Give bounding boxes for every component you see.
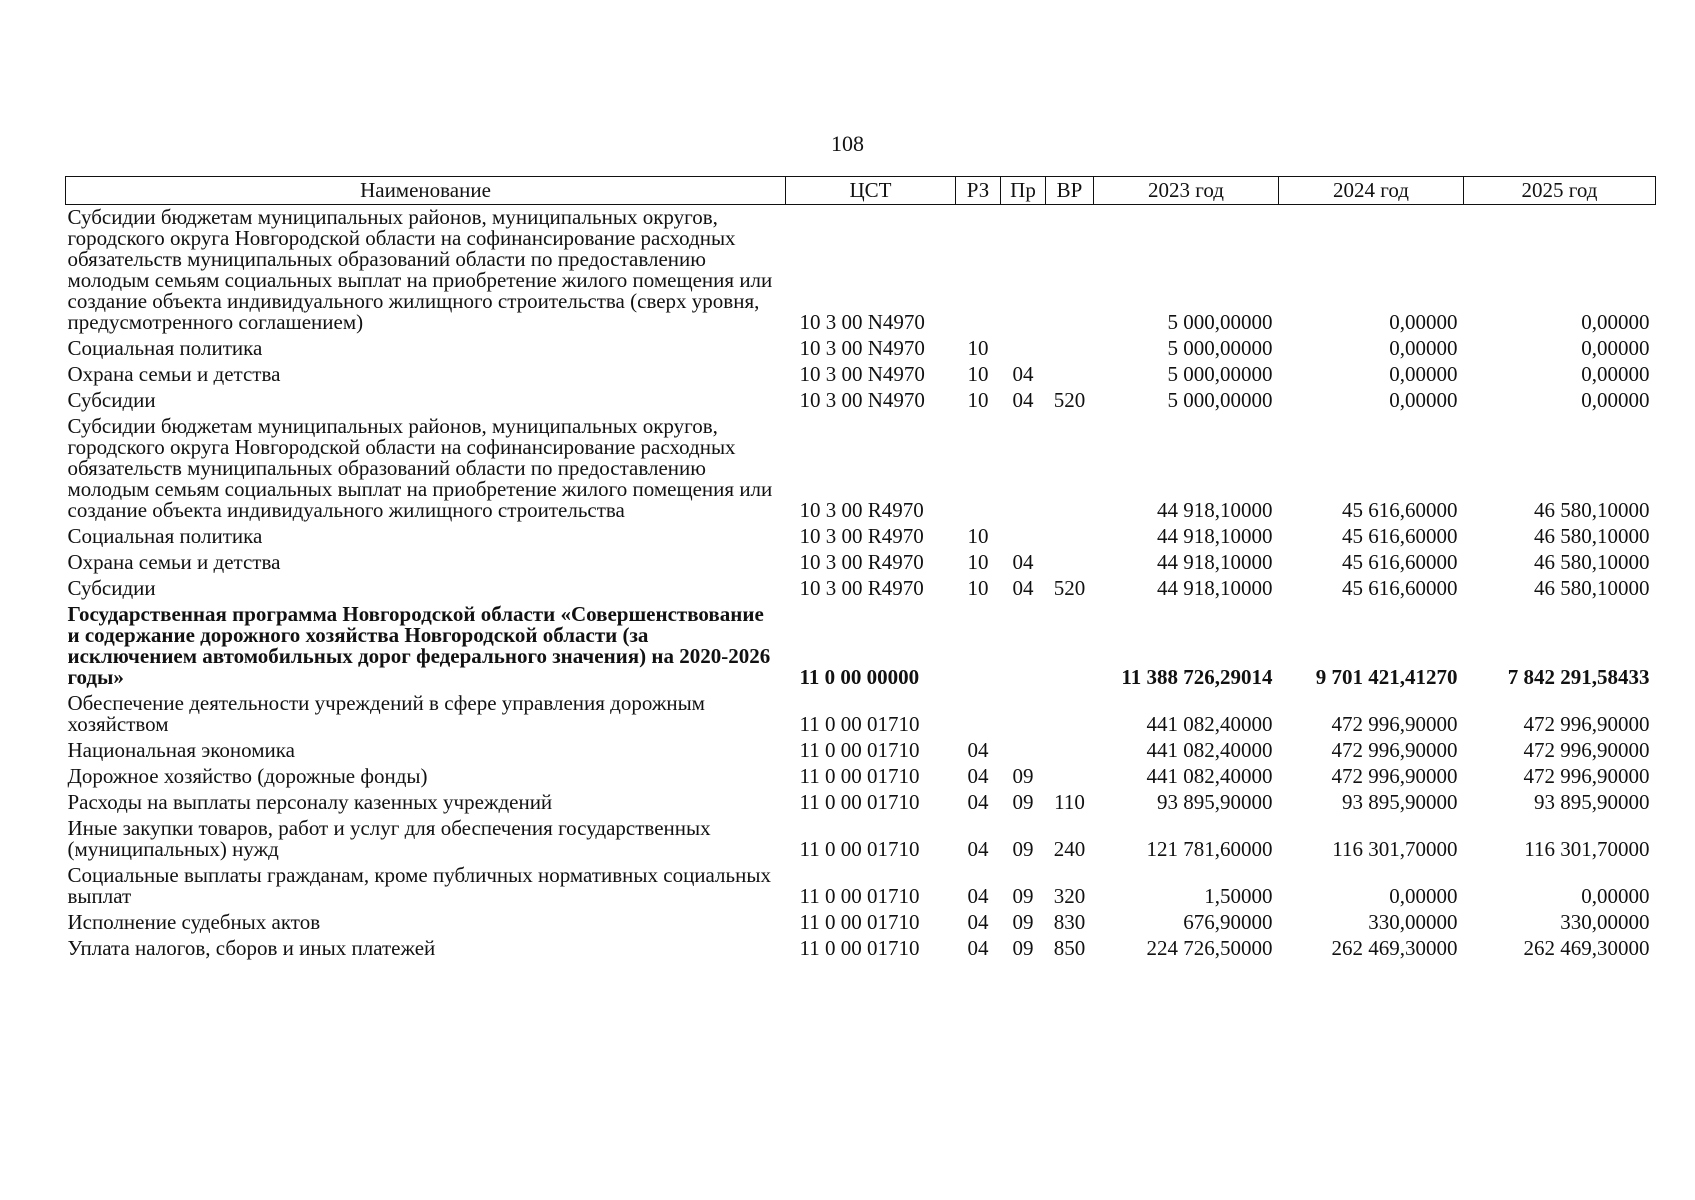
- cell-vr: [1046, 205, 1094, 337]
- cell-2023: 224 726,50000: [1146, 936, 1273, 960]
- cell-2025: 46 580,10000: [1534, 550, 1650, 574]
- cell-rz: 04: [967, 884, 989, 908]
- cell-2023: 44 918,10000: [1157, 576, 1273, 600]
- cell-cst: 10 3 00 R4970: [799, 576, 924, 600]
- cell-2024: 45 616,60000: [1342, 498, 1458, 522]
- cell-pr: 04: [1012, 388, 1034, 412]
- cell-cst: 11 0 00 01710: [799, 790, 920, 814]
- table-row: [66, 764, 1656, 790]
- cell-2023: 441 082,40000: [1146, 712, 1273, 736]
- cell-name: Субсидии бюджетам муниципальных районов, муниципальных округов, городского округа Новгородской области на софинансирование расходных обязательств муниципальных образований области по предоставлению молодым семьям социальных выплат на приобретение жилого помещения или создание объекта индивидуального жилищного строительства (сверх уровня, предусмотренного соглашением): [67, 205, 773, 334]
- cell-pr: 04: [1012, 576, 1034, 600]
- cell-vr: 110: [1054, 790, 1085, 814]
- cell-2024: 9 701 421,41270: [1315, 665, 1458, 689]
- cell-rz: [956, 205, 1001, 337]
- table-row: [66, 336, 1656, 362]
- cell-pr: 09: [1012, 936, 1034, 960]
- cell-2023: 441 082,40000: [1146, 738, 1273, 762]
- cell-2025: 46 580,10000: [1534, 498, 1650, 522]
- cell-2024: 0,00000: [1389, 310, 1458, 334]
- table-row: [66, 414, 1656, 524]
- table-row: [66, 790, 1656, 816]
- cell-rz: 04: [967, 837, 989, 861]
- cell-2025: 472 996,90000: [1523, 738, 1650, 762]
- cell-vr: [1046, 764, 1094, 790]
- table-row: [66, 602, 1656, 691]
- cell-2023: 11 388 726,29014: [1121, 665, 1273, 689]
- cell-name: Дорожное хозяйство (дорожные фонды): [67, 764, 428, 788]
- cell-pr: 04: [1012, 362, 1034, 386]
- cell-pr: [1001, 738, 1046, 764]
- cell-vr: 850: [1053, 936, 1086, 960]
- cell-name: Субсидии: [67, 576, 156, 600]
- cell-2023: 44 918,10000: [1157, 498, 1273, 522]
- table-row: [66, 863, 1656, 910]
- cell-cst: 11 0 00 01710: [799, 884, 920, 908]
- cell-vr: [1046, 550, 1094, 576]
- cell-cst: 10 3 00 R4970: [799, 498, 924, 522]
- cell-2025: 472 996,90000: [1523, 712, 1650, 736]
- cell-name: Национальная экономика: [67, 738, 295, 762]
- cell-pr: [1001, 414, 1046, 524]
- header-pr: Пр: [1001, 177, 1046, 205]
- cell-name: Охрана семьи и детства: [67, 362, 281, 386]
- cell-2023: 44 918,10000: [1157, 550, 1273, 574]
- cell-2023: 5 000,00000: [1167, 336, 1273, 360]
- cell-rz: 04: [967, 790, 989, 814]
- cell-2023: 676,90000: [1183, 910, 1273, 934]
- cell-rz: 04: [967, 764, 989, 788]
- cell-2025: 116 301,70000: [1524, 837, 1650, 861]
- cell-rz: 10: [967, 336, 989, 360]
- cell-cst: 10 3 00 N4970: [799, 336, 925, 360]
- table-row: [66, 738, 1656, 764]
- cell-2024: 45 616,60000: [1342, 576, 1458, 600]
- cell-2024: 0,00000: [1389, 884, 1458, 908]
- cell-cst: 11 0 00 01710: [799, 738, 920, 762]
- cell-2023: 5 000,00000: [1167, 310, 1273, 334]
- header-vr: ВР: [1046, 177, 1094, 205]
- header-2025: 2025 год: [1464, 177, 1656, 205]
- table-row: [66, 910, 1656, 936]
- cell-cst: 11 0 00 00000: [799, 665, 920, 689]
- cell-rz: 10: [967, 550, 989, 574]
- cell-2024: 472 996,90000: [1331, 738, 1458, 762]
- header-2024: 2024 год: [1279, 177, 1464, 205]
- cell-name: Социальная политика: [67, 524, 263, 548]
- budget-table: [65, 176, 1656, 962]
- cell-2023: 93 895,90000: [1157, 790, 1273, 814]
- cell-pr: 04: [1012, 550, 1034, 574]
- cell-2023: 121 781,60000: [1146, 837, 1273, 861]
- cell-name: Государственная программа Новгородской области «Совершенствование и содержание дорожного хозяйства Новгородской области (за исключением автомобильных дорог федерального значения) на 2020-2026 годы»: [67, 602, 771, 689]
- cell-vr: 830: [1053, 910, 1086, 934]
- table-row: [66, 576, 1656, 602]
- header-2023: 2023 год: [1094, 177, 1279, 205]
- cell-pr: 09: [1012, 910, 1034, 934]
- cell-rz: 10: [967, 362, 989, 386]
- table-row: [66, 205, 1656, 337]
- cell-rz: [956, 602, 1001, 691]
- cell-rz: 04: [967, 936, 989, 960]
- cell-cst: 10 3 00 R4970: [799, 524, 924, 548]
- cell-2023: 5 000,00000: [1167, 388, 1273, 412]
- table-row: [66, 524, 1656, 550]
- cell-2025: 0,00000: [1581, 362, 1650, 386]
- cell-name: Обеспечение деятельности учреждений в сфере управления дорожным хозяйством: [67, 691, 705, 736]
- table-row: [66, 550, 1656, 576]
- table-header-row: [66, 177, 1656, 205]
- cell-pr: [1001, 205, 1046, 337]
- cell-2025: 0,00000: [1581, 388, 1650, 412]
- cell-2024: 93 895,90000: [1342, 790, 1458, 814]
- cell-pr: [1001, 602, 1046, 691]
- cell-cst: 11 0 00 01710: [799, 764, 920, 788]
- cell-2023: 5 000,00000: [1167, 362, 1273, 386]
- cell-rz: 04: [967, 910, 989, 934]
- cell-vr: 320: [1053, 884, 1086, 908]
- cell-pr: [1001, 691, 1046, 738]
- cell-2023: 44 918,10000: [1157, 524, 1273, 548]
- page-number: 108: [831, 131, 864, 156]
- cell-2024: 0,00000: [1389, 362, 1458, 386]
- cell-vr: [1046, 362, 1094, 388]
- cell-vr: 520: [1053, 576, 1086, 600]
- cell-2025: 262 469,30000: [1523, 936, 1650, 960]
- table-row: [66, 691, 1656, 738]
- cell-pr: [1001, 336, 1046, 362]
- cell-pr: 09: [1012, 764, 1034, 788]
- cell-rz: 10: [967, 388, 989, 412]
- cell-2023: 1,50000: [1204, 884, 1273, 908]
- header-cst: ЦСТ: [786, 177, 956, 205]
- cell-vr: [1046, 602, 1094, 691]
- cell-2024: 0,00000: [1389, 388, 1458, 412]
- cell-pr: [1001, 524, 1046, 550]
- cell-name: Уплата налогов, сборов и иных платежей: [67, 936, 436, 960]
- cell-name: Субсидии бюджетам муниципальных районов, муниципальных округов, городского округа Новгородской области на софинансирование расходных обязательств муниципальных образований области по предоставлению молодым семьям социальных выплат на приобретение жилого помещения или создание объекта индивидуального жилищного строительства: [67, 414, 773, 522]
- cell-rz: 10: [967, 524, 989, 548]
- cell-pr: 09: [1012, 837, 1034, 861]
- cell-2024: 45 616,60000: [1342, 550, 1458, 574]
- cell-vr: [1046, 691, 1094, 738]
- cell-name: Субсидии: [67, 388, 156, 412]
- cell-2025: 46 580,10000: [1534, 524, 1650, 548]
- cell-cst: 11 0 00 01710: [799, 936, 920, 960]
- cell-name: Иные закупки товаров, работ и услуг для обеспечения государственных (муниципальных) нужд: [67, 816, 711, 861]
- cell-2025: 7 842 291,58433: [1507, 665, 1650, 689]
- cell-name: Исполнение судебных актов: [67, 910, 321, 934]
- cell-2024: 262 469,30000: [1331, 936, 1458, 960]
- cell-vr: [1046, 414, 1094, 524]
- cell-2024: 472 996,90000: [1331, 712, 1458, 736]
- cell-2025: 0,00000: [1581, 336, 1650, 360]
- cell-vr: 520: [1053, 388, 1086, 412]
- cell-vr: [1046, 336, 1094, 362]
- cell-pr: 09: [1012, 884, 1034, 908]
- cell-2025: 472 996,90000: [1523, 764, 1650, 788]
- cell-name: Охрана семьи и детства: [67, 550, 281, 574]
- cell-name: Расходы на выплаты персоналу казенных учреждений: [67, 790, 553, 814]
- cell-cst: 11 0 00 01710: [799, 712, 920, 736]
- table-row: [66, 816, 1656, 863]
- table-row: [66, 362, 1656, 388]
- cell-rz: 04: [967, 738, 989, 762]
- cell-2025: 0,00000: [1581, 884, 1650, 908]
- cell-2024: 472 996,90000: [1331, 764, 1458, 788]
- cell-name: Социальные выплаты гражданам, кроме публичных нормативных социальных выплат: [67, 863, 771, 908]
- cell-cst: 11 0 00 01710: [799, 837, 920, 861]
- cell-cst: 11 0 00 01710: [799, 910, 920, 934]
- cell-vr: 240: [1053, 837, 1086, 861]
- cell-2025: 46 580,10000: [1534, 576, 1650, 600]
- cell-rz: 10: [967, 576, 989, 600]
- cell-2023: 441 082,40000: [1146, 764, 1273, 788]
- cell-cst: 10 3 00 R4970: [799, 550, 924, 574]
- cell-2025: 0,00000: [1581, 310, 1650, 334]
- cell-2024: 116 301,70000: [1332, 837, 1458, 861]
- cell-rz: [956, 691, 1001, 738]
- cell-name: Социальная политика: [67, 336, 263, 360]
- cell-2025: 93 895,90000: [1534, 790, 1650, 814]
- table-body: [66, 205, 1656, 963]
- cell-cst: 10 3 00 N4970: [799, 388, 925, 412]
- cell-cst: 10 3 00 N4970: [799, 310, 925, 334]
- cell-rz: [956, 414, 1001, 524]
- header-name: Наименование: [66, 177, 786, 205]
- cell-2024: 0,00000: [1389, 336, 1458, 360]
- cell-2024: 330,00000: [1368, 910, 1458, 934]
- table-row: [66, 936, 1656, 962]
- cell-2025: 330,00000: [1560, 910, 1650, 934]
- cell-pr: 09: [1012, 790, 1034, 814]
- cell-cst: 10 3 00 N4970: [799, 362, 925, 386]
- header-rz: РЗ: [956, 177, 1001, 205]
- cell-vr: [1046, 738, 1094, 764]
- cell-vr: [1046, 524, 1094, 550]
- table-row: [66, 388, 1656, 414]
- cell-2024: 45 616,60000: [1342, 524, 1458, 548]
